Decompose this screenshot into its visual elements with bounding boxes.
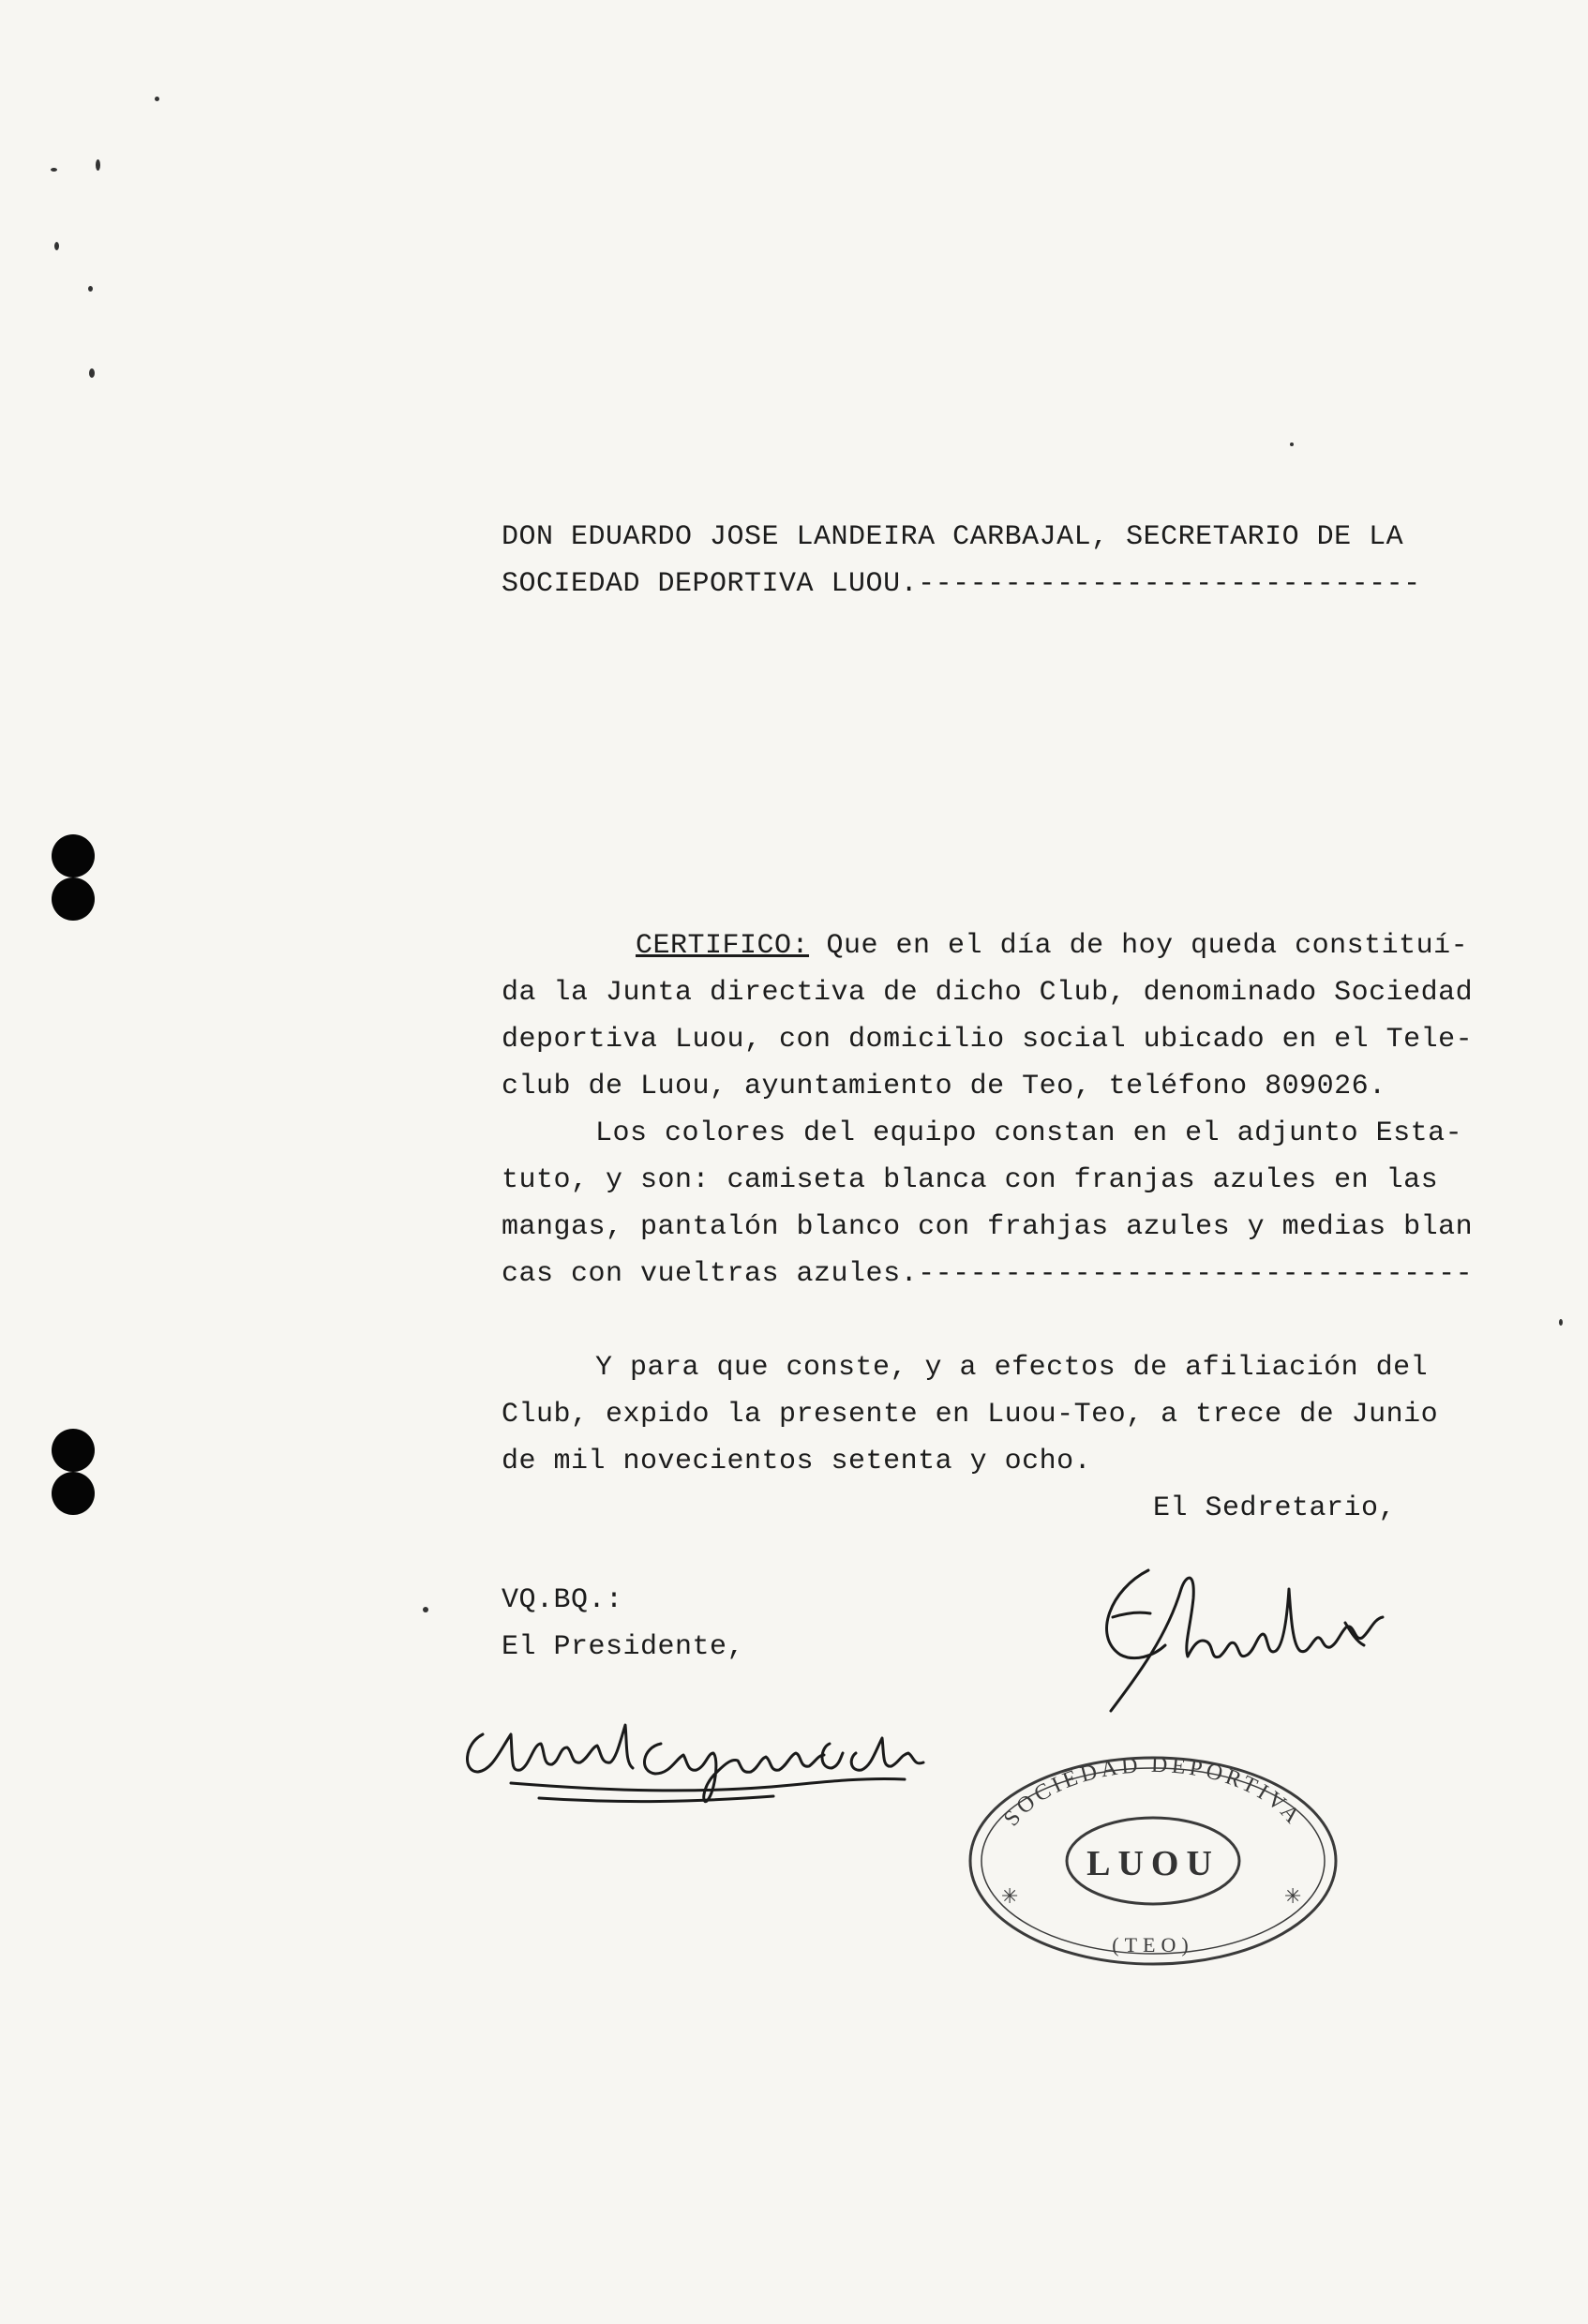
body-line-10: Club, expido la presente en Luou-Teo, a trece de Junio [502,1399,1439,1431]
header-line-2: SOCIEDAD DEPORTIVA LUOU.----------------------------- [502,568,1421,600]
stamp-star-icon: ✳ [1001,1885,1019,1909]
stamp-bottom-text: (TEO) [1112,1933,1194,1957]
speck [423,1607,428,1612]
club-stamp [956,1744,1350,1978]
body-line-9: Y para que conste, y a efectos de afiliación del [595,1352,1429,1384]
svg-text:SOCIEDAD DEPORTIVA [999,1753,1307,1831]
header-line-1: DON EDUARDO JOSE LANDEIRA CARBAJAL, SECRETARIO DE LA [502,521,1404,553]
speck [89,368,95,378]
body-line-4: club de Luou, ayuntamiento de Teo, teléfono 809026. [502,1071,1386,1102]
speck [1559,1319,1563,1326]
body-line-1-rest: Que en el día de hoy queda constituí- [809,930,1469,962]
speck [1290,442,1294,446]
punch-hole-4 [52,1472,95,1515]
speck [51,168,57,172]
certifico-label: CERTIFICO: [636,930,810,962]
stamp-star-icon: ✳ [1284,1885,1302,1909]
president-signature [455,1706,951,1819]
punch-hole-1 [52,834,95,877]
body-line-7: mangas, pantalón blanco con frahjas azules y medias blan [502,1211,1474,1243]
speck [96,159,100,171]
secretario-label: El Sedretario, [1153,1492,1397,1524]
presidente-label: El Presidente, [502,1631,745,1663]
body-line-6: tuto, y son: camiseta blanca con franjas azules en las [502,1164,1439,1196]
body-line-2: da la Junta directiva de dicho Club, denominado Sociedad [502,977,1474,1009]
visto-bueno-label: VQ.BQ.: [502,1584,623,1616]
speck [155,97,159,101]
speck [88,286,93,292]
body-line-3: deportiva Luou, con domicilio social ubicado en el Tele- [502,1024,1474,1056]
punch-hole-3 [52,1429,95,1472]
body-line-11: de mil novecientos setenta y ocho. [502,1446,1092,1477]
speck [54,242,59,250]
stamp-center-text: LUOU [1086,1844,1220,1883]
secretary-signature [1083,1552,1401,1720]
punch-hole-2 [52,877,95,921]
body-line-1 [636,930,1468,962]
body-line-8: cas con vueltras azules.-------------------------------- [502,1258,1474,1290]
stamp-top-text: SOCIEDAD DEPORTIVA [998,1752,1307,1832]
body-line-5: Los colores del equipo constan en el adjunto Esta- [595,1117,1463,1149]
